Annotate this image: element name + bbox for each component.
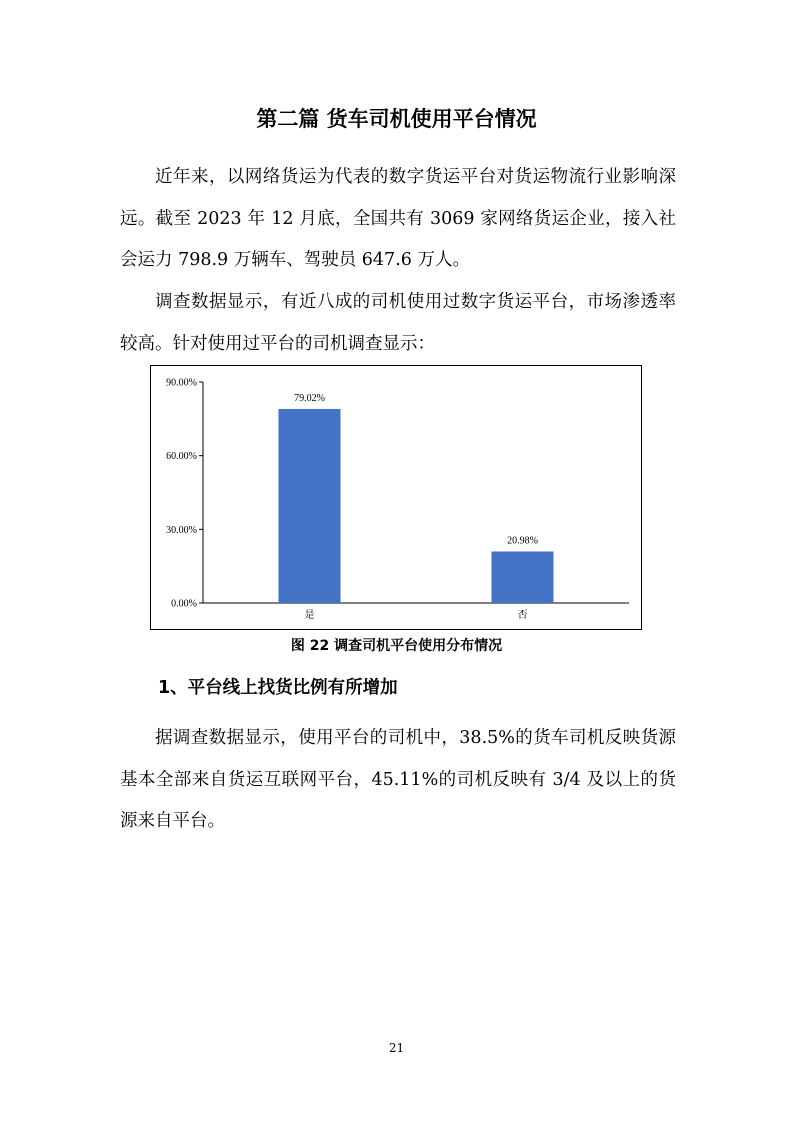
findings-paragraph: 据调查数据显示，使用平台的司机中，38.5%的货车司机反映货源基本全部来自货运互联网平台，45.11%的司机反映有 3/4 及以上的货源来自平台。 <box>120 728 676 831</box>
bar <box>492 551 554 603</box>
bar-chart <box>150 365 642 630</box>
y-tick-label: 60.00% <box>166 451 197 463</box>
x-category-label: 否 <box>517 610 528 621</box>
bar-data-label: 79.02% <box>294 392 325 404</box>
x-category-label: 是 <box>304 610 315 621</box>
section-heading: 1、平台线上找货比例有所增加 <box>158 678 398 698</box>
y-tick-label: 0.00% <box>171 598 197 610</box>
intro-paragraph: 近年来，以网络货运为代表的数字货运平台对货运物流行业影响深远。截至 2023 年 12 月底，全国共有 3069 家网络货运企业，接入社会运力 798.9 万辆车、驾驶员 647.6 万人。 <box>120 167 676 270</box>
page-title: 第二篇 货车司机使用平台情况 <box>256 107 537 131</box>
bar-data-label: 20.98% <box>507 535 538 547</box>
survey-paragraph: 调查数据显示，有近八成的司机使用过数字货运平台，市场渗透率较高。针对使用过平台的司机调查显示： <box>120 292 676 354</box>
figure-caption: 图 22 调查司机平台使用分布情况 <box>290 638 503 654</box>
bar <box>279 409 341 603</box>
y-tick-label: 30.00% <box>166 524 197 536</box>
page-number: 21 <box>388 1041 405 1055</box>
y-tick-label: 90.00% <box>166 377 197 389</box>
bar-chart-svg <box>151 366 643 631</box>
